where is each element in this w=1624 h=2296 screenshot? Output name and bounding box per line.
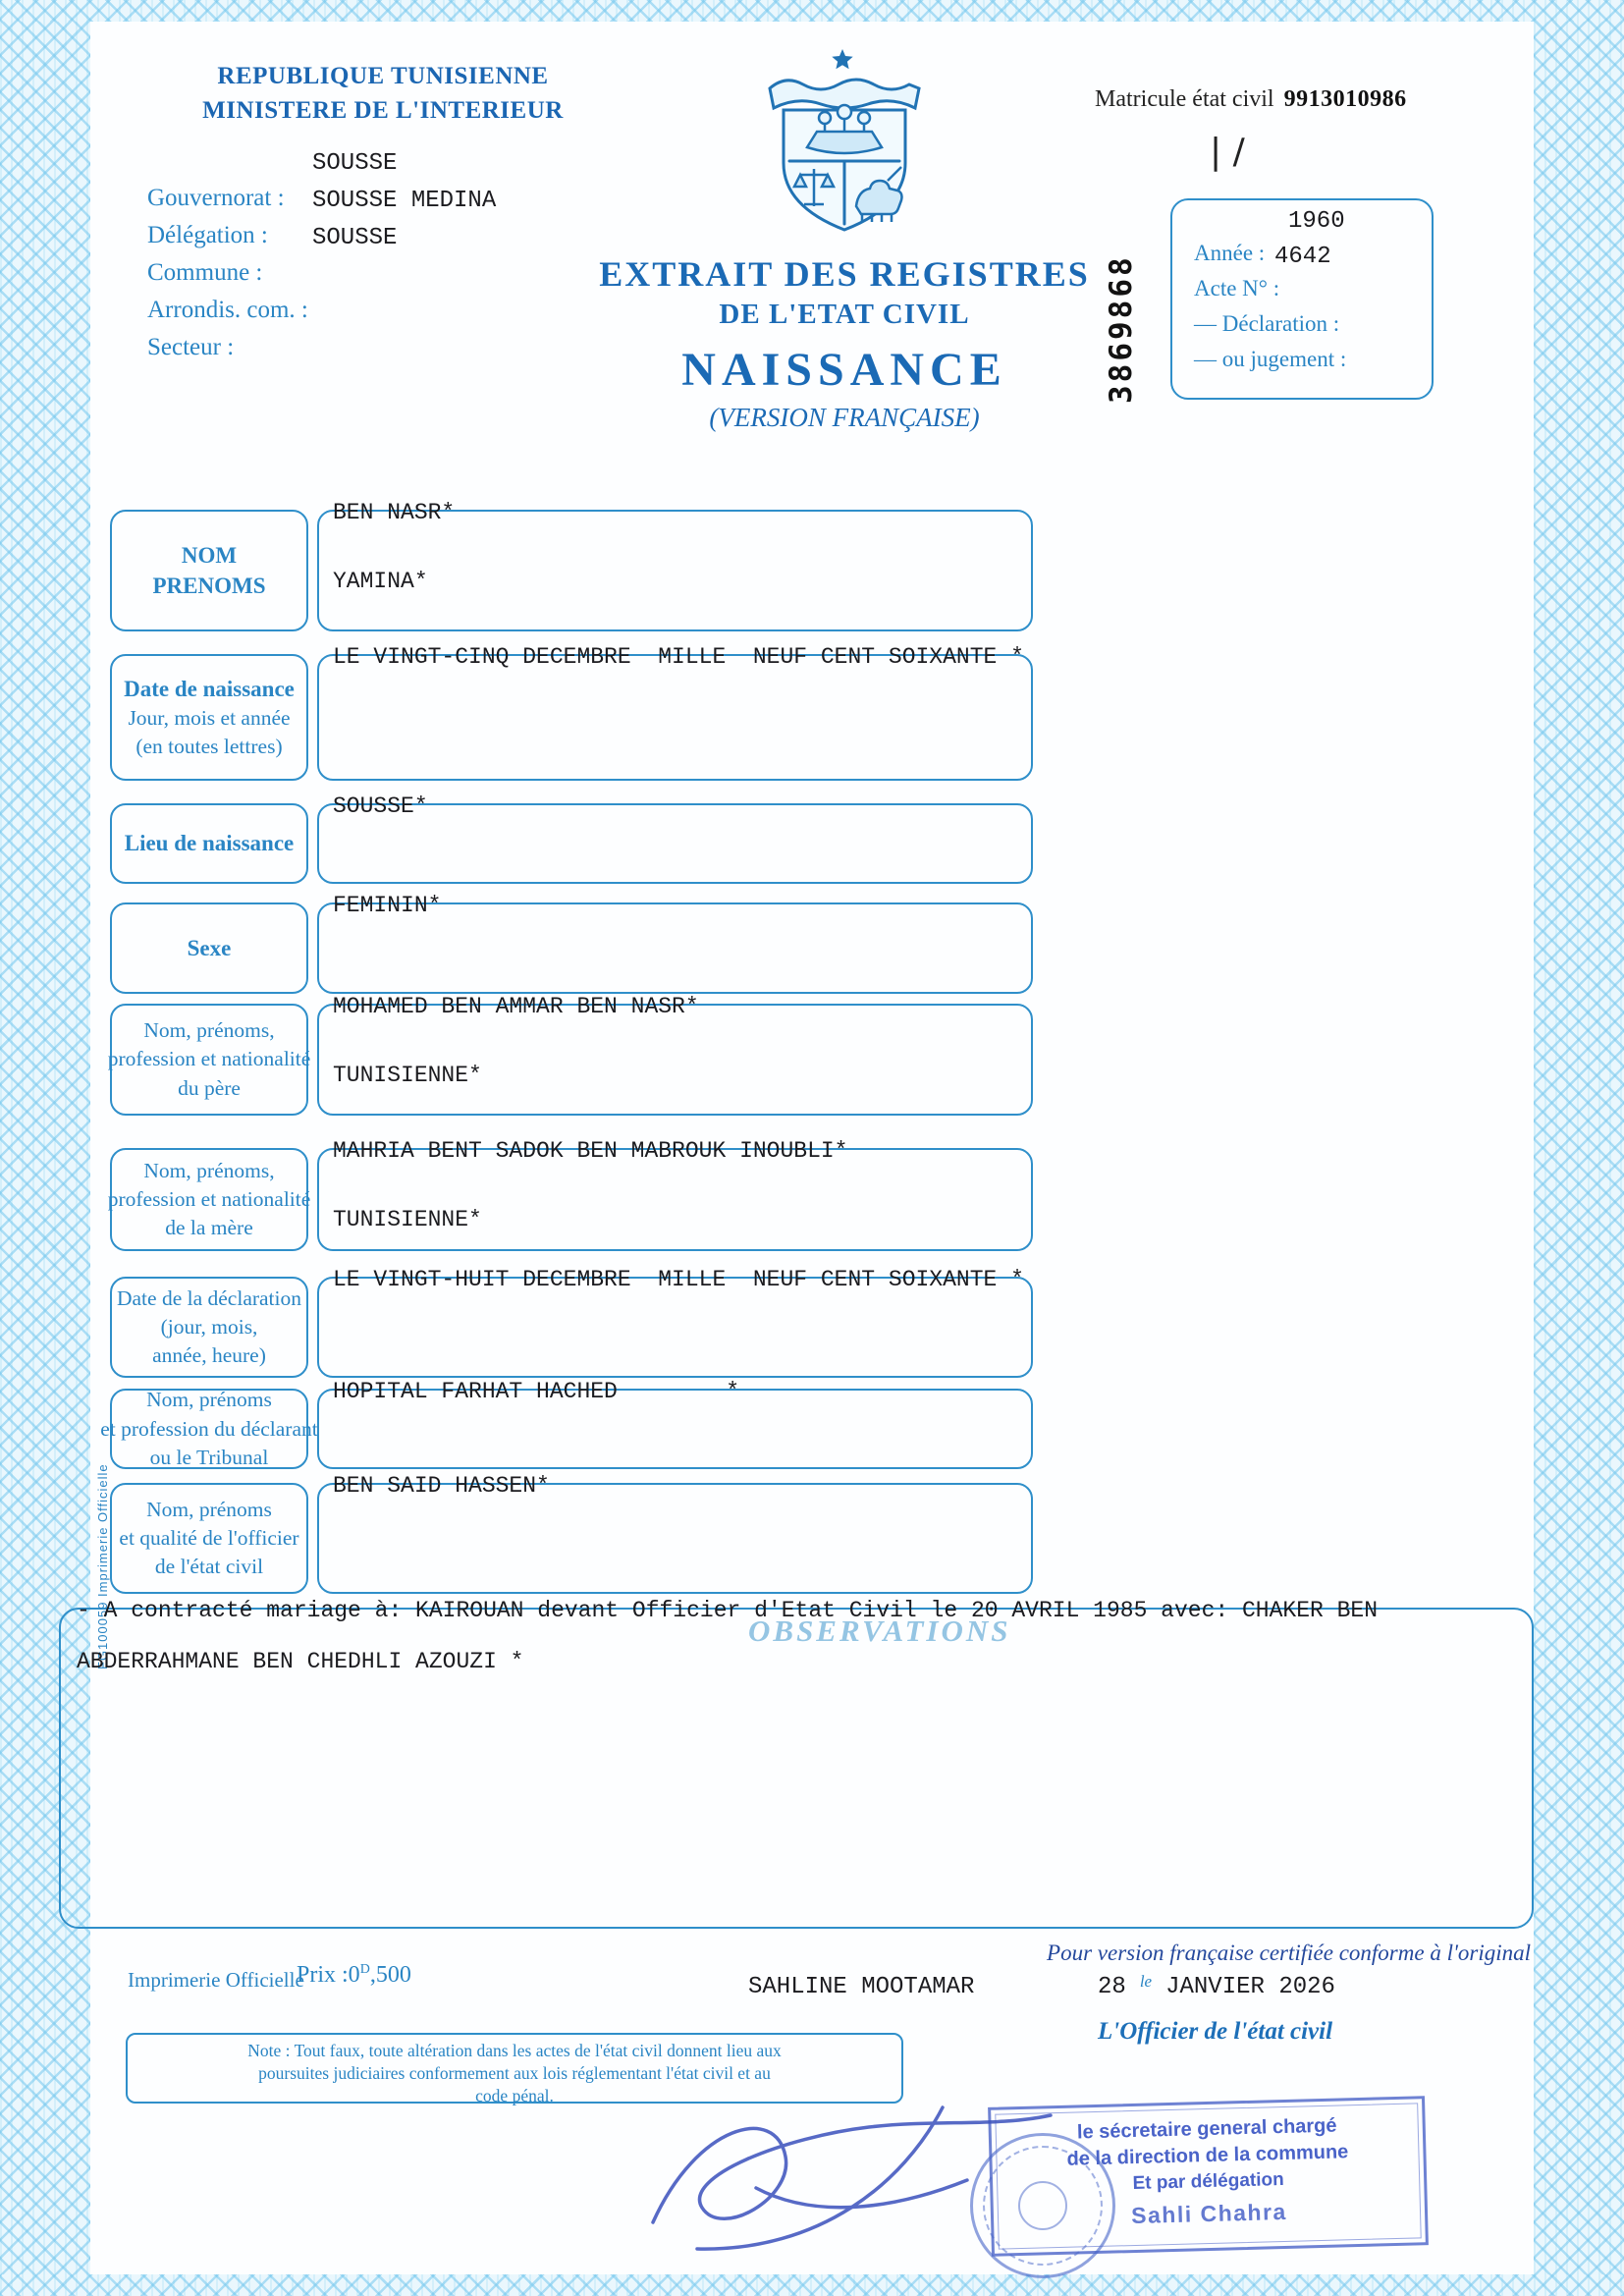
field-label-box xyxy=(110,654,308,781)
observations-watermark: OBSERVATIONS xyxy=(748,1613,1011,1648)
certified-conform-note: Pour version française certifiée conforme à l'original xyxy=(1047,1941,1531,1965)
field-value: TUNISIENNE* xyxy=(333,1207,482,1232)
delegation-value: SOUSSE MEDINA xyxy=(312,188,497,214)
commune-value: SOUSSE xyxy=(312,225,398,251)
acte-number-value: 4642 xyxy=(1274,244,1331,270)
legal-note-line: code pénal. xyxy=(475,2086,554,2106)
title-etat-civil: DE L'ETAT CIVIL xyxy=(719,299,970,330)
field-value: FEMININ* xyxy=(333,893,442,918)
issue-date xyxy=(1098,1974,1335,2000)
declaration-label: — Déclaration : xyxy=(1194,311,1340,336)
field-value-box xyxy=(317,1379,1033,1469)
field-value-box xyxy=(317,1138,1033,1251)
arrondissement-label: Arrondis. com. : xyxy=(147,297,308,323)
field-label: profession et nationalité xyxy=(107,1186,311,1211)
price-prefix: Prix :0 xyxy=(297,1962,360,1988)
form-row-pere xyxy=(107,994,1033,1116)
date-le-label: le xyxy=(1139,1972,1153,1991)
banner-shape xyxy=(770,80,919,108)
form-row-mere xyxy=(107,1138,1033,1251)
stamp-line: de la direction de la commune xyxy=(1066,2141,1349,2170)
matricule-line xyxy=(1095,86,1407,113)
title-version-francaise: (VERSION FRANÇAISE) xyxy=(709,403,980,432)
legal-note-line: Note : Tout faux, toute altération dans les actes de l'état civil donnent lieu aux xyxy=(247,2041,782,2060)
field-value-box xyxy=(317,893,1033,994)
form-row-date-declaration xyxy=(110,1267,1033,1378)
issue-day: 28 xyxy=(1098,1974,1126,2000)
gouvernorat-label: Gouvernorat : xyxy=(147,185,285,211)
matricule-label: Matricule état civil xyxy=(1095,86,1274,112)
field-label: Sexe xyxy=(187,935,232,960)
price-currency-sup: D xyxy=(359,1962,370,1977)
field-label: Nom, prénoms, xyxy=(143,1018,275,1043)
field-label: Nom, prénoms xyxy=(146,1497,272,1521)
field-label: de l'état civil xyxy=(154,1555,264,1578)
field-value-box xyxy=(317,644,1033,781)
guilloche-border-left xyxy=(0,0,90,2296)
imprimerie-label: Imprimerie Officielle xyxy=(128,1968,304,1992)
field-label-box xyxy=(107,1148,311,1251)
legal-note-line: poursuites judiciaires conformement aux lois réglementant l'état civil et au xyxy=(258,2063,771,2084)
document-title-block xyxy=(565,253,1124,433)
field-label: Nom, prénoms, xyxy=(143,1158,275,1182)
field-value: MOHAMED BEN AMMAR BEN NASR* xyxy=(333,994,699,1019)
form-row-nom-prenoms xyxy=(110,500,1033,631)
field-label-box xyxy=(107,1004,311,1116)
field-label-box xyxy=(110,902,308,994)
admin-field-values xyxy=(312,145,496,257)
form-row-lieu-naissance xyxy=(110,793,1033,884)
field-label: et qualité de l'officier xyxy=(119,1525,299,1550)
field-label-box xyxy=(110,803,308,884)
observation-line: - A contracté mariage à: KAIROUAN devant Officier d'Etat Civil le 20 AVRIL 1985 avec: CHAKER BEN xyxy=(77,1598,1379,1623)
field-value-box xyxy=(317,500,1033,631)
field-label-box xyxy=(100,1388,318,1469)
field-value: MAHRIA BENT SADOK BEN MABROUK INOUBLI* xyxy=(333,1138,848,1164)
field-label: ou le Tribunal xyxy=(149,1445,269,1469)
form-row-officier xyxy=(110,1473,1033,1594)
serial-number-vertical: 3869868 xyxy=(1104,254,1139,404)
field-label: Lieu de naissance xyxy=(124,831,295,856)
field-label-box xyxy=(110,510,308,631)
gouvernorat-value: SOUSSE xyxy=(312,150,398,177)
registry-reference-box xyxy=(1170,198,1434,400)
republic-title: REPUBLIQUE TUNISIENNE xyxy=(217,63,549,89)
jugement-label: — ou jugement : xyxy=(1194,347,1347,371)
field-value-box xyxy=(317,1267,1033,1378)
field-value-box xyxy=(317,994,1033,1116)
field-label: Nom, prénoms xyxy=(146,1388,272,1412)
form-rows xyxy=(100,500,1033,1594)
printer-reference-vertical: FG100059 Imprimerie Officielle xyxy=(95,1463,110,1669)
field-label-box xyxy=(110,1277,308,1378)
ministry-header xyxy=(191,59,574,128)
field-label: PRENOMS xyxy=(152,574,266,598)
field-label: année, heure) xyxy=(152,1343,266,1367)
form-row-date-naissance xyxy=(110,644,1033,781)
crescent-star-icon xyxy=(832,43,857,77)
acte-number-label: Acte N° : xyxy=(1194,276,1280,301)
guilloche-border-top xyxy=(0,0,1624,22)
delegation-label: Délégation : xyxy=(147,222,268,248)
signature-icon xyxy=(628,2070,1080,2276)
observations-box xyxy=(59,1598,1534,1929)
observation-line: ABDERRAHMANE BEN CHEDHLI AZOUZI * xyxy=(77,1649,524,1674)
field-label: (jour, mois, xyxy=(160,1314,258,1339)
stamp-signatory-name: Sahli Chahra xyxy=(1130,2198,1288,2229)
guilloche-border-right xyxy=(1534,0,1624,2296)
field-label: et profession du déclarant xyxy=(100,1416,318,1441)
ministry-title: MINISTERE DE L'INTERIEUR xyxy=(202,97,564,124)
field-value: TUNISIENNE* xyxy=(333,1063,482,1088)
issue-place: SAHLINE MOOTAMAR xyxy=(748,1974,975,2000)
issue-month-year: JANVIER 2026 xyxy=(1165,1974,1335,2000)
stamp-line: Et par délégation xyxy=(1132,2168,1284,2195)
title-naissance: NAISSANCE xyxy=(681,344,1007,396)
field-label: profession et nationalité xyxy=(107,1047,311,1071)
commune-label: Commune : xyxy=(147,259,263,286)
field-value: HOPITAL FARHAT HACHED * xyxy=(333,1379,740,1404)
field-label: (en toutes lettres) xyxy=(135,735,283,759)
officer-signature-title: L'Officier de l'état civil xyxy=(1098,2018,1333,2045)
field-value-box xyxy=(317,1473,1033,1594)
field-label: Jour, mois et année xyxy=(128,706,291,730)
field-label: du père xyxy=(178,1075,241,1100)
admin-field-labels xyxy=(147,180,308,366)
field-label: NOM xyxy=(181,542,238,568)
form-row-sexe xyxy=(110,893,1033,994)
field-value: SOUSSE* xyxy=(333,793,428,819)
field-value: BEN SAID HASSEN* xyxy=(333,1473,550,1499)
field-value-box xyxy=(317,793,1033,884)
tunisia-coat-of-arms-icon xyxy=(756,37,933,248)
stamp-line: le sécretaire general chargé xyxy=(1076,2114,1337,2144)
field-label: Date de naissance xyxy=(124,676,295,701)
price-label xyxy=(297,1962,411,1989)
secteur-label: Secteur : xyxy=(147,334,235,360)
annee-label: Année : xyxy=(1194,241,1266,265)
field-value: YAMINA* xyxy=(333,569,428,594)
field-label: Date de la déclaration xyxy=(116,1285,302,1310)
field-label: de la mère xyxy=(165,1216,253,1239)
field-value: LE VINGT-HUIT DECEMBRE MILLE NEUF CENT SOIXANTE * xyxy=(333,1267,1024,1292)
title-extrait: EXTRAIT DES REGISTRES xyxy=(599,254,1090,294)
price-suffix: ,500 xyxy=(369,1962,411,1988)
guilloche-border-bottom xyxy=(0,2274,1624,2296)
field-value: LE VINGT-CINQ DECEMBRE MILLE NEUF CENT SOIXANTE * xyxy=(333,644,1024,670)
form-row-declarant xyxy=(100,1379,1033,1469)
matricule-value: 9913010986 xyxy=(1283,86,1407,112)
field-value: BEN NASR* xyxy=(333,500,456,525)
handwritten-mark: | / xyxy=(1210,132,1245,172)
annee-value: 1960 xyxy=(1288,208,1345,235)
field-label-box xyxy=(110,1483,308,1594)
